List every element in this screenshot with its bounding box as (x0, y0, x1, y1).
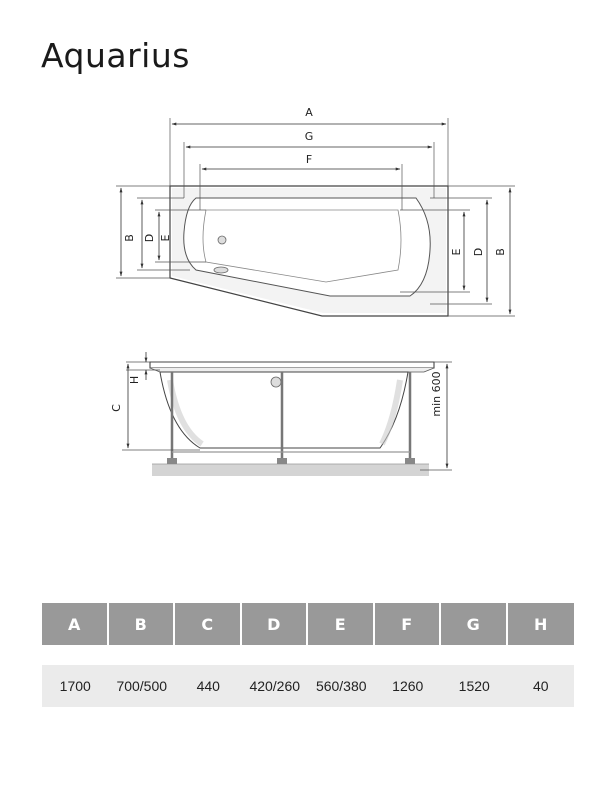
dim-label-b-right: B (494, 248, 507, 256)
dim-label-h: H (128, 375, 141, 385)
table-header-row (42, 603, 574, 645)
dim-label-e-left: E (159, 234, 172, 242)
dim-label-a: A (305, 106, 313, 119)
value-h: 40 (508, 665, 575, 707)
value-b: 700/500 (109, 665, 176, 707)
table-row (42, 665, 574, 707)
dim-label-b-left: B (123, 234, 136, 242)
header-f: F (375, 603, 442, 645)
header-h: H (508, 603, 575, 645)
dim-label-f: F (305, 153, 313, 166)
top-view (116, 106, 515, 316)
table-spacer (42, 645, 574, 665)
value-a: 1700 (42, 665, 109, 707)
header-d: D (242, 603, 309, 645)
dim-label-e-right: E (450, 248, 463, 256)
value-e: 560/380 (308, 665, 375, 707)
header-a: A (42, 603, 109, 645)
product-title: Aquarius (41, 36, 190, 75)
dim-label-d-right: D (472, 247, 485, 257)
header-g: G (441, 603, 508, 645)
value-d: 420/260 (242, 665, 309, 707)
dim-label-d-left: D (143, 233, 156, 243)
drain-icon (218, 236, 226, 244)
overflow-icon (214, 267, 228, 273)
dim-label-g: G (304, 130, 314, 143)
floor (152, 464, 429, 476)
side-rim (150, 362, 434, 368)
side-view (110, 352, 452, 476)
dimensions-table (42, 603, 574, 707)
dim-label-c: C (110, 404, 123, 412)
value-c: 440 (175, 665, 242, 707)
value-g: 1520 (441, 665, 508, 707)
dim-label-min-600: min 600 (430, 371, 443, 417)
header-e: E (308, 603, 375, 645)
value-f: 1260 (375, 665, 442, 707)
header-b: B (109, 603, 176, 645)
header-c: C (175, 603, 242, 645)
side-overflow-icon (271, 377, 281, 387)
